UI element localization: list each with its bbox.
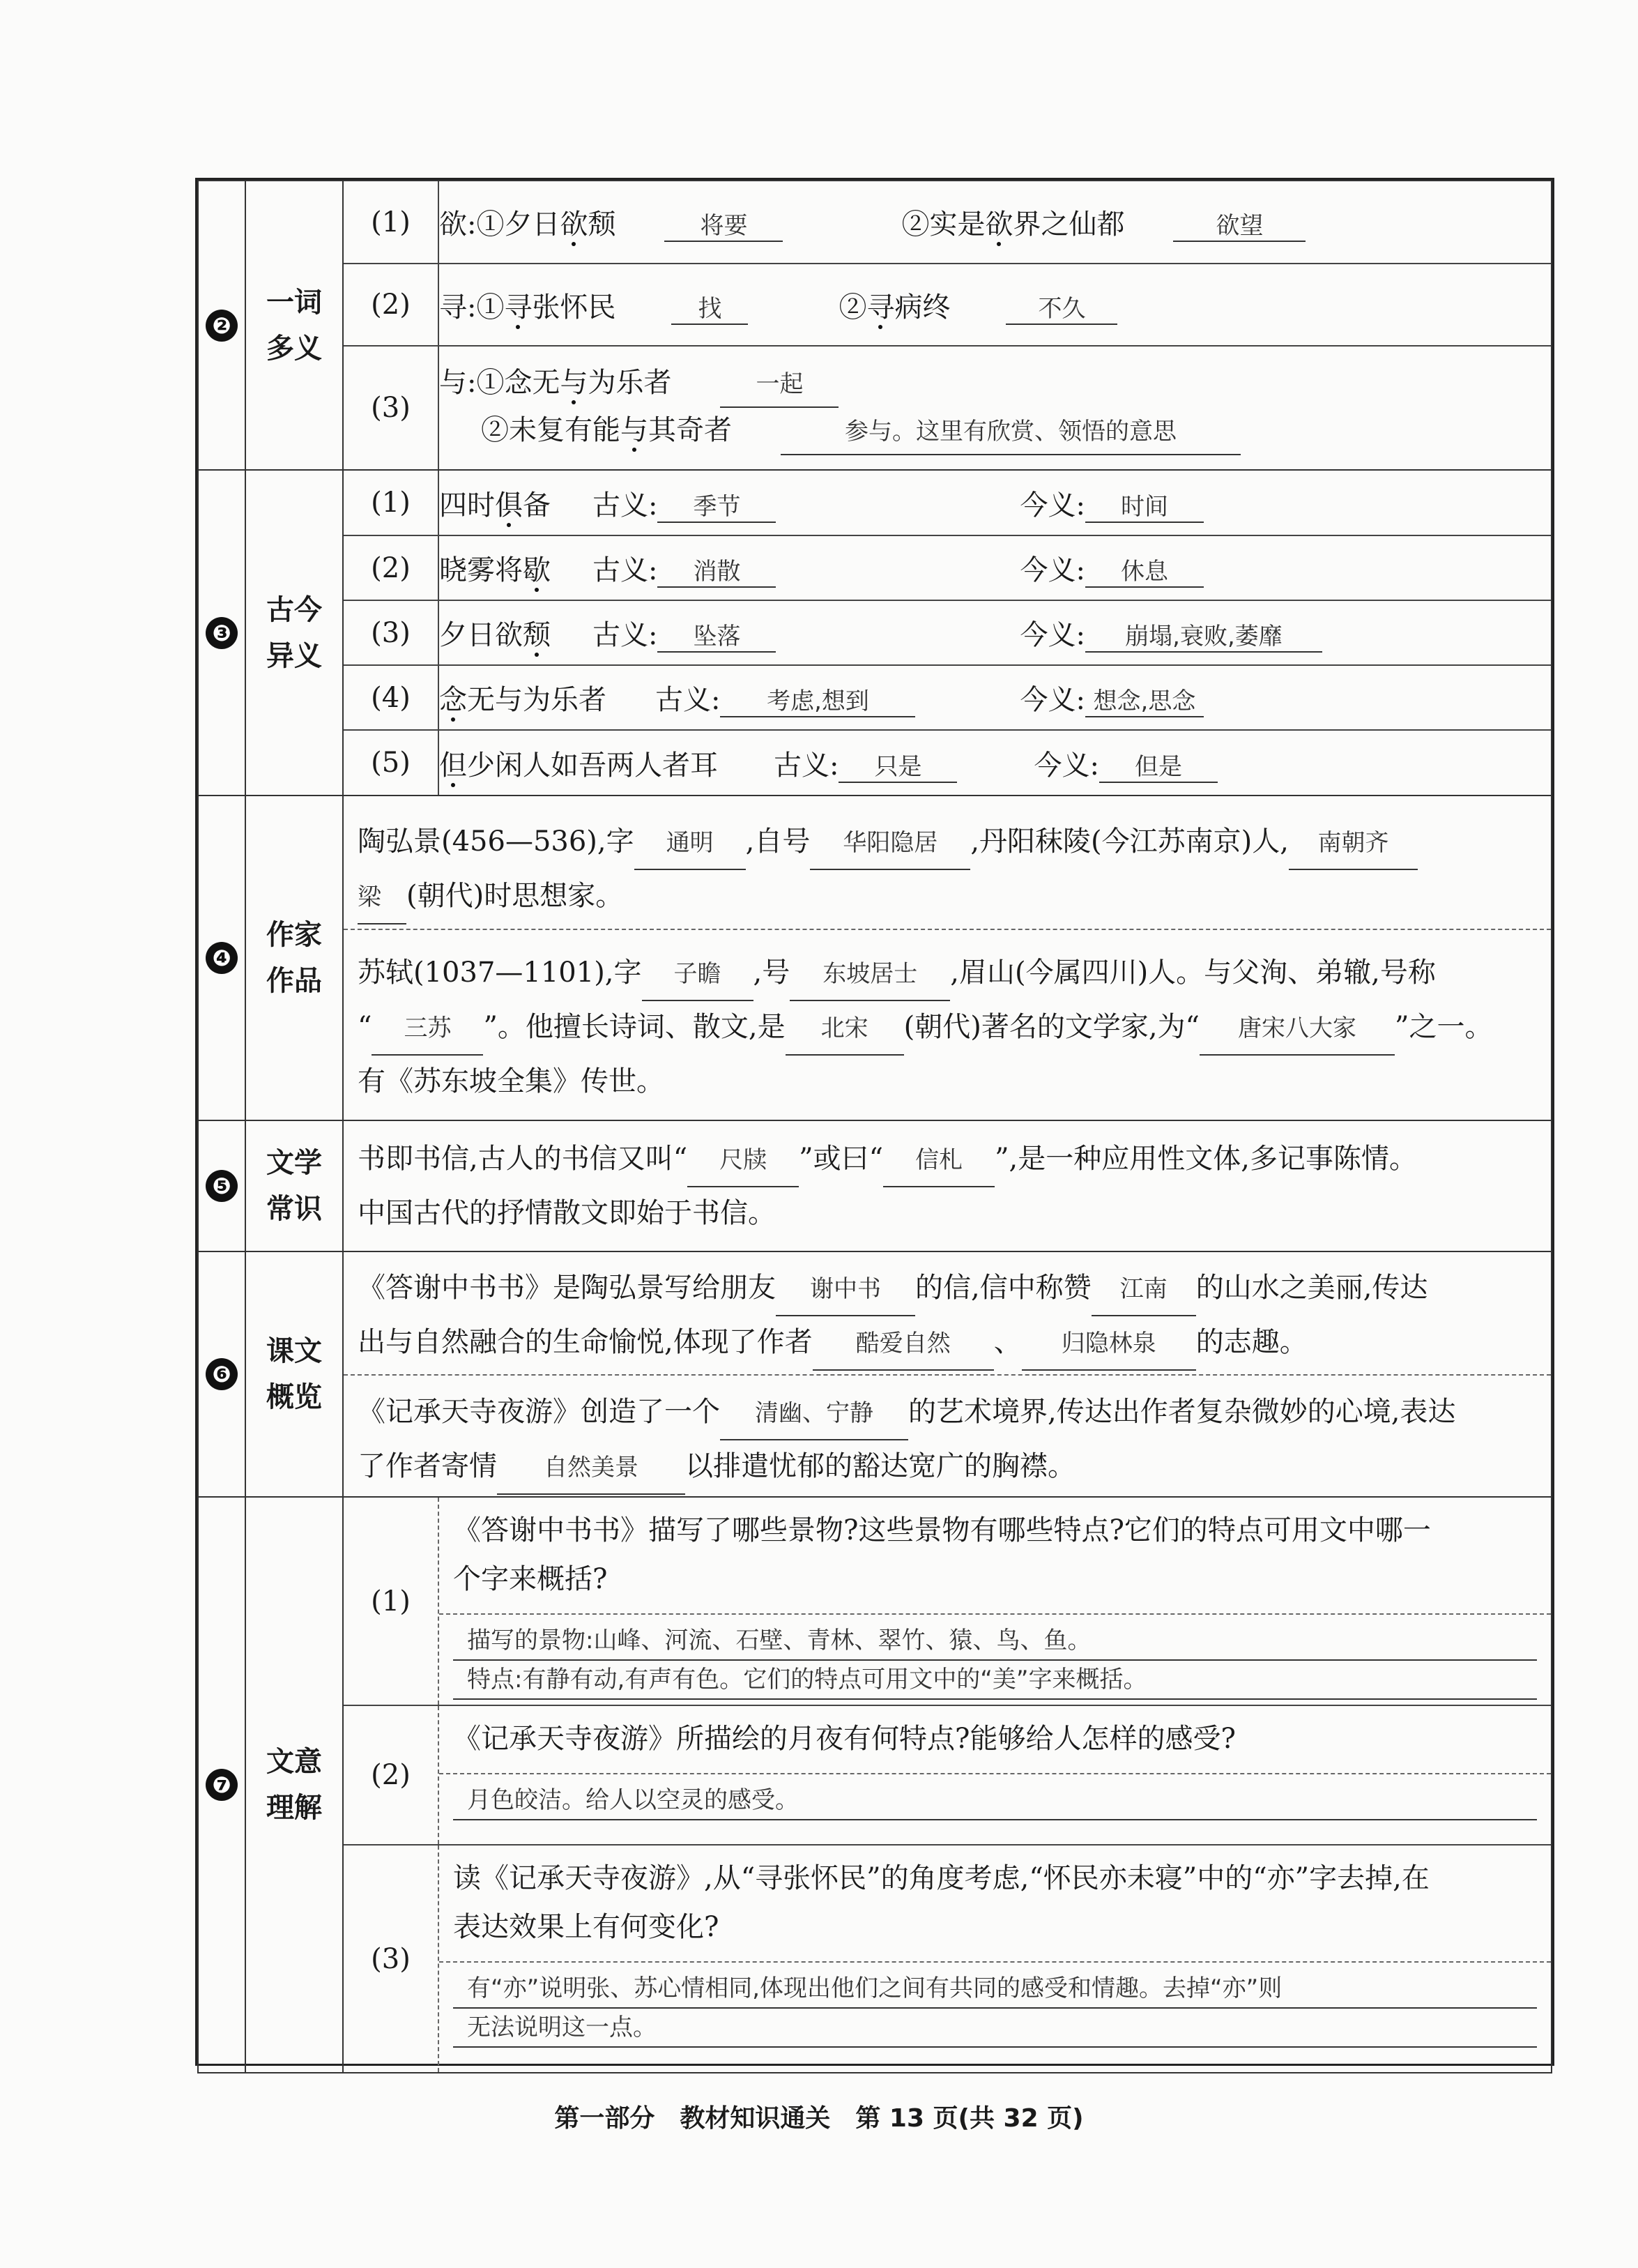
author-paragraph: 苏轼(1037—1101),字 子瞻 ,号 东坡居士 ,眉山(今属四川)人。与父洵、弟辙,号称 “ 三苏 ”。他擅长诗词、散文,是 北宋 (朝代)著名的文学家,为“ 唐宋八大家 ”之一。 有《苏东坡全集》传世。 xyxy=(358,947,1537,1107)
answer-line: 月色皎洁。给人以空灵的感受。 xyxy=(453,1781,1537,1820)
category-label: 古今 xyxy=(266,593,322,626)
overview-paragraph: 《答谢中书书》是陶弘景写给朋友 谢中书 的信,信中称赞 江南 的山水之美丽,传达 出与自然融合的生命愉悦,体现了作者 酷爱自然 、 归隐林泉 的志趣。 xyxy=(358,1262,1537,1371)
category-label: 文学 xyxy=(266,1147,322,1179)
category-label: 作品 xyxy=(266,965,322,997)
category-label: 课文 xyxy=(266,1335,322,1367)
section-ancient-modern xyxy=(198,470,1552,796)
question-3: 读《记承天寺夜游》,从“寻张怀民”的角度考虑,“怀民亦未寝”中的“亦”字去掉,在 表达效果上有何变化? 有“亦”说明张、苏心情相同,体现出他们之间有共同的感受和情趣。去掉“亦”则 无法说明这一点。 xyxy=(438,1845,1551,2072)
category-label: 异义 xyxy=(266,639,322,672)
answer-line: 特点:有静有动,有声有色。它们的特点可用文中的“美”字来概括。 xyxy=(453,1661,1537,1700)
answer: 不久 xyxy=(1006,289,1117,325)
answer: 消散 xyxy=(657,552,776,588)
section-literary-knowledge xyxy=(198,1120,1552,1251)
answer-line: 描写的景物:山峰、河流、石壁、青林、翠竹、猿、鸟、鱼。 xyxy=(453,1622,1537,1661)
section-text-overview xyxy=(198,1251,1552,1497)
ancient-modern-row: (1) 四时俱备 古义: 季节 今义: 时间 xyxy=(344,471,1551,535)
item-index: (1) xyxy=(344,181,438,264)
item-index: (2) xyxy=(344,535,438,600)
category-label: 理解 xyxy=(266,1792,322,1824)
author-paragraph: 陶弘景(456—536),字 通明 ,自号 华阳隐居 ,丹阳秣陵(今江苏南京)人, 南朝齐 梁 (朝代)时思想家。 xyxy=(358,816,1537,924)
category-label: 多义 xyxy=(266,332,322,365)
category-label: 文意 xyxy=(266,1746,322,1778)
question-index: (3) xyxy=(344,1845,438,2072)
section-polysemy xyxy=(198,181,1552,470)
polysemy-row: 欲:①夕日欲颓 将要 ②实是欲界之仙都 欲望 xyxy=(438,181,1551,264)
item-index: (1) xyxy=(344,471,438,535)
answer: 只是 xyxy=(839,747,957,783)
category-label: 常识 xyxy=(266,1193,322,1225)
answer: 坠落 xyxy=(657,617,776,653)
polysemy-row: 寻:①寻张怀民 找 ②寻病终 不久 xyxy=(438,264,1551,346)
section-number: ❺ xyxy=(206,1170,238,1202)
question-1: 《答谢中书书》描写了哪些景物?这些景物有哪些特点?它们的特点可用文中哪一 个字来概括? 描写的景物:山峰、河流、石壁、青林、翠竹、猿、鸟、鱼。 特点:有静有动,有声有色。它们的特点可用文中的“美”字来概括。 xyxy=(438,1498,1551,1705)
category-label: 概览 xyxy=(266,1381,322,1413)
answer: 考虑,想到 xyxy=(720,682,915,717)
section-number: ❻ xyxy=(206,1358,238,1390)
item-index: (3) xyxy=(344,346,438,469)
item-index: (3) xyxy=(344,600,438,665)
section-number: ❷ xyxy=(206,310,238,342)
ancient-modern-row: (3) 夕日欲颓 古义: 坠落 今义: 崩塌,衰败,萎靡 xyxy=(344,600,1551,665)
knowledge-table xyxy=(195,178,1554,2066)
answer: 找 xyxy=(671,289,748,325)
section-number: ❹ xyxy=(206,942,238,974)
category-label: 作家 xyxy=(266,919,322,951)
ancient-modern-row: (5) 但少闲人如吾两人者耳 古义: 只是 今义: 但是 xyxy=(344,730,1551,795)
item-index: (2) xyxy=(344,264,438,346)
item-index: (4) xyxy=(344,665,438,730)
question-index: (2) xyxy=(344,1705,438,1845)
section-number: ❸ xyxy=(206,617,238,649)
section-author-works xyxy=(198,796,1552,1120)
answer: 崩塌,衰败,萎靡 xyxy=(1085,617,1322,653)
answer: 参与。这里有欣赏、领悟的意思 xyxy=(781,409,1241,455)
answer-line: 无法说明这一点。 xyxy=(453,2009,1537,2048)
question-index: (1) xyxy=(371,1585,411,1618)
item-index: (5) xyxy=(344,730,438,795)
page-footer: 第一部分 教材知识通关 第 13 页(共 32 页) xyxy=(554,2104,1084,2133)
section-comprehension xyxy=(198,1497,1552,2073)
answer: 季节 xyxy=(657,487,776,523)
overview-paragraph: 《记承天寺夜游》创造了一个 清幽、宁静 的艺术境界,传达出作者复杂微妙的心境,表达 了作者寄情 自然美景 以排遣忧郁的豁达宽广的胸襟。 xyxy=(358,1386,1537,1495)
answer: 将要 xyxy=(664,206,783,242)
answer-line: 有“亦”说明张、苏心情相同,体现出他们之间有共同的感受和情趣。去掉“亦”则 xyxy=(453,1970,1537,2009)
question-2: 《记承天寺夜游》所描绘的月夜有何特点?能够给人怎样的感受? 月色皎洁。给人以空灵的感受。 xyxy=(438,1705,1551,1845)
ancient-modern-row: (4) 念无与为乐者 古义: 考虑,想到 今义: 想念,思念 xyxy=(344,665,1551,730)
answer: 时间 xyxy=(1085,487,1204,523)
ancient-modern-row: (2) 晓雾将歇 古义: 消散 今义: 休息 xyxy=(344,535,1551,600)
literary-paragraph: 书即书信,古人的书信又叫“ 尺牍 ”或曰“ 信札 ”,是一种应用性文体,多记事陈情。 中国古代的抒情散文即始于书信。 xyxy=(344,1133,1551,1239)
category-label: 一词 xyxy=(266,286,322,319)
answer: 休息 xyxy=(1085,552,1204,588)
answer: 想念,思念 xyxy=(1085,682,1204,717)
answer: 但是 xyxy=(1099,747,1218,783)
answer: 一起 xyxy=(720,362,839,408)
polysemy-row: 与:①念无与为乐者 一起 ②未复有能与其奇者 参与。这里有欣赏、领悟的意思 xyxy=(438,346,1551,469)
section-number: ❼ xyxy=(206,1769,238,1801)
answer: 欲望 xyxy=(1173,206,1306,242)
